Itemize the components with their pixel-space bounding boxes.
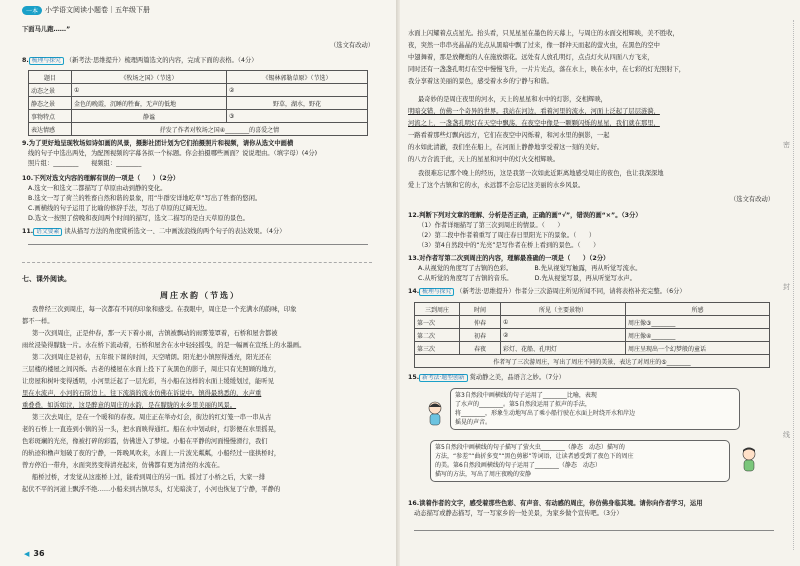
q8-th-0: 题目	[29, 71, 72, 84]
bubble1-line-3: 摇晃的声音。	[455, 419, 492, 426]
q8-r0c2[interactable]: ②	[227, 84, 368, 97]
q14-th-2: 所见（主要景物）	[501, 303, 626, 316]
q14: 14. 梳理与探究 （新考法·思维提升）作者分三次游周庄所见所闻不同，请将表格补充完整。（6分）	[408, 288, 686, 295]
q14-summary[interactable]: 作者写了三次游周庄，写出了周庄不同的美景，表达了对周庄的⑤________	[415, 355, 770, 368]
q12-3[interactable]: （3）第4自然段中的“光亮”是写作者在桥上看到的景色。（ ）	[418, 242, 600, 249]
q9-answer[interactable]: 照片组：________ 视频组：________	[28, 160, 142, 167]
right-para-line-8: 一路看着那些灯飘向远方，它们在夜空中闪烁着，和河水里的倒影，一起	[408, 132, 610, 139]
left-para-line-0: 我曾经三次到周庄，每一次都有不同的印象和感受。在我眼中，周庄是一个充满水的韵味，印象	[32, 306, 297, 313]
q15: 15. 新考法·题型创新 赏动静之美，品语言之妙。（7分）	[408, 374, 565, 381]
top-line: 下面马儿跑……”	[22, 26, 71, 33]
side-mark-1: 封	[783, 283, 790, 291]
running-header	[22, 3, 150, 17]
left-para-line-10: 老的石桥上一直连到小镇的另一头，把水面映得通红。船在水中划动时，灯影便在水里摇晃，	[22, 426, 281, 433]
left-para-line-12: 的轨迹和橹声划破了夜的宁静，一阵晚风吹来，水面上一片波光粼粼，小船经过一座拱桥时，	[22, 450, 281, 457]
left-para-line-8: 重叠叠，如诉如泣，这是醉意的周庄的水韵，是在朦胧的水乡里美丽的风景。	[22, 402, 237, 409]
header-title: 小学语文阅读小题卷｜五年级下册	[45, 6, 151, 14]
student-boy-icon	[738, 446, 760, 472]
right-para-line-4: 我分享着这美丽的景色，感受着水乡的宁静与和谐。	[408, 78, 553, 85]
q14-r0c0: 第一次	[415, 316, 460, 329]
bubble1-line-0[interactable]: 第3自然段中画横线的句子运用了________比喻，表现	[455, 392, 597, 399]
bubble2-line-0[interactable]: 第5自然段中画横线的句子描写了萤火虫________（静态 动态）描写的	[435, 444, 625, 451]
q8-tag: 梳理与探究	[29, 57, 64, 65]
q8-r1c1: 金色的晚霞，沉睡的牲畜，无声的低地	[72, 97, 227, 110]
source-note-1: （选文有改动）	[330, 42, 375, 49]
q8-r1c0: 静态之景	[29, 97, 72, 110]
q14-r2c1: 春夜	[460, 342, 501, 355]
right-para-line-11: 我很难忘记那个晚上的经历，这是我第一次如此近距离地感受周庄的夜色，也让我深深地	[418, 170, 664, 177]
q12-1[interactable]: （1）作者详细描写了第三次到周庄的情景。（ ）	[418, 222, 564, 229]
q8-r2c2[interactable]: ③	[227, 110, 368, 123]
bubble2-line-1: 方法，“参差”“曲折多变”“黑色剪影”等词语，让读者感受到了夜色下的周庄	[435, 453, 634, 460]
page-number-text: 36	[33, 549, 45, 558]
left-para-line-4: 第二次到周庄是初春，五年级下课的时间，天空晴朗。阳光把小镇照得透亮，阳光还在	[32, 354, 272, 361]
q8-r0c1[interactable]: ①	[72, 84, 227, 97]
q8-r3c1[interactable]: 抒发了作者对牧场之国④________的喜爱之情	[72, 123, 368, 136]
right-para-line-7: 河流之上，一盏盏孔明灯在天空中飘荡，在夜空中像是一颗颗闪烁的星星，我们就在那里，	[408, 120, 660, 127]
q14-th-0: 三到周庄	[415, 303, 460, 316]
q14-r0c2[interactable]: ①	[501, 316, 626, 329]
bubble2-line-3: 描写的方法，写出了周庄夜晚的安静	[435, 471, 532, 478]
q10-a[interactable]: A.选文一和选文二都描写了草原由动到静的变化。	[28, 185, 167, 192]
source-note-2: （选文有改动）	[730, 196, 775, 203]
student-girl-icon	[424, 400, 446, 426]
q13-cd[interactable]: C.从听觉的角度写了古镇的音乐。 D.先从视觉写景，再从听觉写水声。	[418, 275, 636, 282]
left-para-line-7: 里在水流声，小河的石阶边上，往下流淌的流水仿佛在诉说中。镇得最熟悉的，水声重	[22, 390, 262, 397]
q14-r2c3: 周庄呈现出一个幻梦般的童话	[626, 342, 770, 355]
q9-line-1: 9.为了更好地呈现牧场如诗如画的风景，摄影社团计划为它们拍摄照片和视频，请你从选文中画横	[22, 140, 294, 147]
q14-r2c2: 彩灯、花船、孔明灯	[501, 342, 626, 355]
q8: 8. 梳理与探究 （新考法·思维提升）梳理两篇选文的内容，完成下面的表格。（4分）	[22, 57, 258, 64]
q14-r1c2[interactable]: ②	[501, 329, 626, 342]
q11-answer-line[interactable]	[28, 244, 368, 245]
right-para-line-3: 同时还有一盏盏孔明灯在空中慢慢飞升，一片片光点，落在水上，映在水中，在七彩的灯光照射下，	[408, 66, 686, 73]
q14-r0c3[interactable]: 周庄像③________	[626, 316, 770, 329]
right-para-line-10: 的八方合流于此，天上的星星和河中的灯火交相辉映。	[408, 156, 560, 163]
right-para-line-1: 夜，突然一串串亮晶晶的光点从黑暗中飘了过来，像一群冲天而起的萤火虫，在黑色的空中	[408, 42, 660, 49]
header-badge: 一本	[22, 6, 42, 15]
side-mark-0: 密	[783, 141, 790, 149]
q16-line-2: 动态描写或静态描写，写一写家乡的一处美景，为家乡做个宣传吧。（3分）	[414, 510, 623, 517]
q14-r2c0: 第三次	[415, 342, 460, 355]
seal-line	[793, 20, 794, 550]
q13-ab[interactable]: A.从视觉的角度写了古镇的色彩。 B.先从视觉写触露，再从听觉写流水。	[418, 265, 642, 272]
book-gutter	[396, 0, 400, 566]
page-arrow-icon: ◀	[24, 549, 30, 558]
divider	[22, 262, 372, 263]
left-para-line-13: 曾方停泊一带舟，水面突然变得清亮起来，仿佛都有更为清亮的水流在。	[22, 462, 224, 469]
side-mark-2: 线	[783, 431, 790, 439]
left-para-line-14: 船桥过桥，才发觉从这座桥上过，能看到周庄的另一面。摇过了小桥之后，大家一排	[32, 474, 265, 481]
page-number	[24, 549, 45, 558]
q10-b[interactable]: B.选文一写了荷兰的牲畜自然和谐的景象，用“牛群安详地吃草”写出了牲畜的悠闲。	[28, 195, 262, 202]
left-para-line-2: 第一次到周庄，正是仲春，那一天下着小雨，古镇被飘动的雨雾笼罩着，石桥和屋舍都被	[32, 330, 278, 337]
right-para-line-9: 的水如此清澈，我们坐在船上，在河面上静静地享受着这一刻的美好。	[408, 144, 604, 151]
q16-line-1: 16.读着作者的文字，感受着那些色彩、有声音、有动感的周庄，你仿佛身临其境。请你向作者学习，运用	[408, 500, 703, 507]
q8-r1c2: 野草，湖水，野花	[227, 97, 368, 110]
q14-table	[414, 302, 770, 368]
q9-line-2: 线的句子中选出两处，为配图视频的字幕各拟一个标题。你会拍摄哪些画面？说说理由。（填字母）(4分)	[28, 150, 318, 157]
left-para-line-15: 起伏不平的河道上飘浮不绝……小船来到古镇尽头，灯光暗淡了，小河也恢复了宁静，平静的	[22, 486, 281, 493]
q14-th-1: 时间	[460, 303, 501, 316]
q8-th-2: 《锡林郭勒草原》（节选）	[227, 71, 368, 84]
q15-bubble-2	[430, 440, 730, 482]
section-7-heading: 七、课外阅读。	[22, 275, 71, 283]
bubble1-line-1[interactable]: 了水声的________。第5自然段运用了拟声的手法，	[455, 401, 591, 408]
q8-r2c0: 事物特点	[29, 110, 72, 123]
q10-c[interactable]: C.画横线的句子运用了比喻的修辞手法，写出了草原的辽阔无边。	[28, 205, 211, 212]
q11: 11. 语文要素 读从描写方法的角度赏析选文一、二中画波浪线的两个句子的表达效果。（4分）	[22, 228, 286, 235]
q14-tag: 梳理与探究	[419, 288, 454, 296]
bubble2-line-2[interactable]: 的美。第6自然段画横线的句子运用了________（静态 动态）	[435, 462, 601, 469]
left-para-line-6: 让房屋和树叶变得透明，小河里泛起了一层光彩，当小船在这样的水面上缓缓划过，能听见	[22, 378, 274, 385]
q8-table	[28, 70, 368, 136]
bubble1-line-2[interactable]: 将________，形象生动地写出了乘小船行驶在水面上时绕开水和岸边	[455, 410, 636, 417]
q14-r1c0: 第二次	[415, 329, 460, 342]
q12-stem: 12.判断下列对文章的理解、分析是否正确，正确的画“√”，错误的画“×”。（3分）	[408, 212, 642, 219]
q14-text: （新考法·思维提升）作者分三次游周庄所见所闻不同，请将表格补充完整。（6分）	[456, 288, 686, 295]
left-para-line-3: 雨丝浸染得朦胧一片。水在桥下流动着，石桥和屋舍在水中轻轻摇曳，的是一幅画在宣纸上的水墨画。	[22, 342, 306, 349]
right-para-line-12: 爱上了这个古镇和它的水，永远都不会忘记这美丽的水乡风景。	[408, 182, 585, 189]
q13-stem: 13.对作者写第二次到周庄的内容，理解最准确的一项是（ ）（2分）	[408, 255, 610, 262]
q8-th-1: 《牧场之国》（节选）	[72, 71, 227, 84]
q8-text: （新考法·思维提升）梳理两篇选文的内容，完成下面的表格。（4分）	[65, 57, 258, 64]
q8-r2c1: 静谧	[72, 110, 227, 123]
q15-text: 赏动静之美，品语言之妙。（7分）	[469, 374, 565, 381]
q12-2[interactable]: （2）第二段中作者着重写了周庄春日里阳光下的景象。（ ）	[418, 232, 596, 239]
left-para-line-1: 都不一样。	[22, 318, 54, 325]
q10-stem: 10.下列对选文内容的理解有误的一项是（ ）（2分）	[22, 175, 180, 182]
right-para-line-5: 最奇妙的是周庄夜里的河水，天上的星星和水中的灯影，交相辉映，	[418, 96, 607, 103]
q8-r0c0: 动态之景	[29, 84, 72, 97]
q11-text: 读从描写方法的角度赏析选文一、二中画波浪线的两个句子的表达效果。（4分）	[64, 228, 286, 235]
q10-d[interactable]: D.选文一按照了傍晚和夜间两个时间的描写，选文二描写的是白天草原的景色。	[28, 215, 249, 222]
passage-title: 周庄水韵（节选）	[160, 291, 240, 300]
q15-bubble-1	[450, 388, 740, 430]
q14-r0c1: 仲春	[460, 316, 501, 329]
left-para-line-11: 色彩斑斓的光亮，像被打碎的彩霞，仿佛进入了梦境。小船在平静的河面慢慢滑行，我们	[22, 438, 268, 445]
q11-tag: 语文要素	[33, 228, 62, 236]
left-para-line-5: 三层楼的楼屋之间闪烁。古老的楼屋在水面上投下了灰黑色的影子，周庄只有光照顾的地方，	[22, 366, 281, 373]
q8-r3c0: 表达情感	[29, 123, 72, 136]
right-para-line-2: 中翅舞着，那是放鞭炮的人在施放烟花。远处有人放孔明灯，点点灯火从四面八方飞来，	[408, 54, 654, 61]
right-para-line-0: 水面上闪耀着点点星光。抬头看，只见星星在墨色的天幕上，与周庄的水面交相辉映，美不胜收，	[408, 30, 679, 37]
q14-th-3: 所感	[626, 303, 770, 316]
left-para-line-9: 第三次去周庄，是在一个暖和的春夜。周庄正在举办灯会，街边的红灯笼一串一串从古	[32, 414, 272, 421]
q16-answer-line[interactable]	[414, 530, 774, 531]
right-para-line-6: 明暗交错，仿佛一个奇异的世界。我站在河边，看着河里的流水，河面上泛起了层层涟漪，	[408, 108, 660, 115]
q14-r1c3[interactable]: 周庄像④________	[626, 329, 770, 342]
q14-r1c1: 初春	[460, 329, 501, 342]
q15-tag: 新考法·题型创新	[419, 374, 467, 382]
